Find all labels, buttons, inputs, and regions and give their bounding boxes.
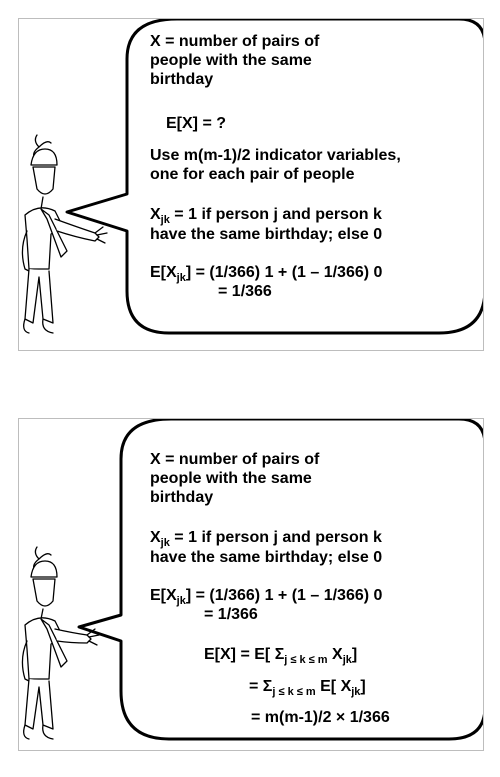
sum-line-2: = $\Sigma_{j \le k \le m}$ E[ $X_{jk}$] <box>249 678 366 698</box>
question-text: E[X] = ? <box>166 115 227 132</box>
indicator-line-1: $X_{jk} = 1$ if person j and person k <box>150 206 382 226</box>
slide-2 <box>18 418 484 751</box>
expectation-line-1: $E[X_{jk}] = (1/366) 1 + (1 - 1/366)$ 0 <box>150 587 383 607</box>
definition-line-2: people with the same <box>150 470 312 487</box>
slide-1 <box>18 18 484 351</box>
sum-line-3: = m(m-1)/2 × 1/366 <box>251 709 390 726</box>
expectation-line-1: $E[X_{jk}] = (1/366) 1 + (1 - 1/366)$ 0 <box>150 264 383 284</box>
sum-line-1: E[X] = E[ $\Sigma_{j \le k \le m}$ $X_{jk}$] <box>204 646 358 666</box>
definition-line-3: birthday <box>150 489 214 506</box>
expectation-line-2: = 1/366 <box>204 606 258 623</box>
indicator-line-2: have the same birthday; else 0 <box>150 226 383 243</box>
indicator-line-1: $X_{jk} = 1$ if person j and person k <box>150 529 382 549</box>
indicator-line-2: have the same birthday; else 0 <box>150 549 383 566</box>
definition-line-3: birthday <box>150 71 214 88</box>
cartoon-figure <box>22 135 107 333</box>
definition-line-2: people with the same <box>150 52 312 69</box>
method-line-2: one for each pair of people <box>150 166 355 183</box>
definition-line-1: X = number of pairs of <box>150 451 320 468</box>
definition-line-1: X = number of pairs of <box>150 33 320 50</box>
cartoon-figure <box>22 547 99 739</box>
expectation-line-2: = 1/366 <box>218 283 272 300</box>
method-line-1: Use m(m-1)/2 indicator variables, <box>150 147 401 164</box>
